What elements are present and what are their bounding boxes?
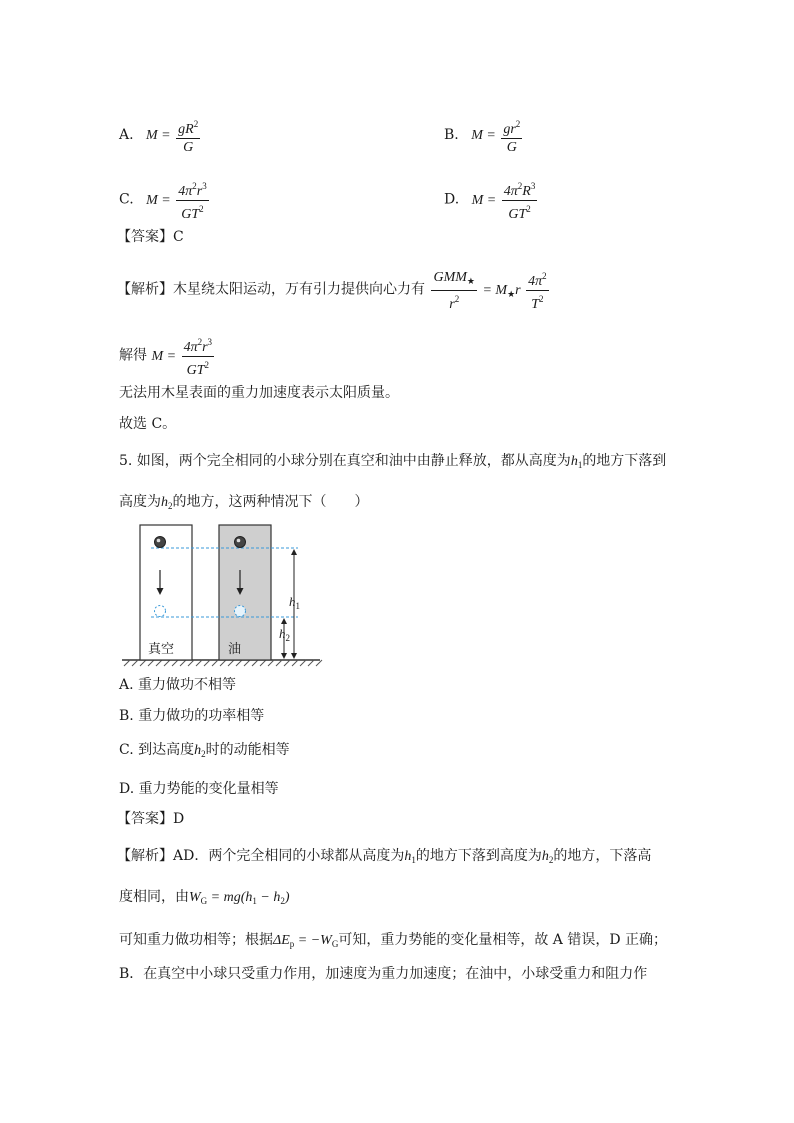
option-c-label: C.	[119, 191, 134, 208]
option-b	[444, 116, 524, 156]
ball-vacuum-top	[155, 537, 166, 548]
work-formula: $W_G = mg(h_1 - h_2)$	[189, 890, 290, 906]
q5-option-d: D. 重力势能的变化量相等	[119, 781, 279, 797]
q5-analysis-line3: 可知重力做功相等；根据$\Delta E_p = -W_G$可知，重力势能的变化量相等，故 A 错误，D 正确；	[119, 932, 668, 949]
ball-oil-bottom	[235, 606, 246, 617]
label-h1: $h_1$	[289, 594, 300, 611]
option-c-formula: M = $\frac{4\pi^2r^3}{GT^2}$	[146, 193, 211, 208]
answer-value: C	[173, 229, 184, 245]
analysis-tag: 【解析】	[117, 281, 173, 298]
q4-analysis	[117, 268, 551, 313]
option-a	[119, 116, 202, 156]
solve-prefix: 解得	[119, 347, 147, 364]
option-b-formula: M = $\frac{gr^2}{G}$	[471, 128, 524, 143]
option-d-label: D.	[444, 191, 460, 208]
q5-stem-line2: 高度为$h_2$的地方，这两种情况下（ ）	[119, 494, 369, 511]
option-d	[444, 178, 539, 223]
q5-analysis-line2: 度相同，由$W_G = mg(h_1 - h_2)$	[119, 889, 290, 906]
ball-oil-top	[235, 537, 246, 548]
q5-analysis-line1: 【解析】AD．两个完全相同的小球都从高度为$h_1$的地方下落到高度为$h_2$的地方，下落高	[117, 848, 652, 865]
q4-choose: 故选 C。	[119, 416, 177, 432]
energy-formula: $\Delta E_p = -W_G$	[273, 933, 339, 949]
label-h2: $h_2$	[279, 626, 290, 643]
gravity-formula: $\frac{GMM_★}{r^2}$ = $M_★r$ $\frac{4\pi^2}{T^2}$	[433, 269, 547, 312]
analysis-text: 木星绕太阳运动，万有引力提供向心力有	[173, 281, 425, 298]
q4-answer	[117, 227, 184, 247]
option-a-formula: M = $\frac{gR^2}{G}$	[146, 128, 202, 143]
q4-note: 无法用木星表面的重力加速度表示太阳质量。	[119, 385, 399, 401]
option-b-label: B.	[444, 127, 459, 144]
solve-formula: M = $\frac{4\pi^2r^3}{GT^2}$	[151, 349, 216, 364]
label-oil: 油	[228, 642, 242, 657]
answer-tag: 【答案】	[117, 229, 173, 245]
option-d-formula: M = $\frac{4\pi^2R^3}{GT^2}$	[472, 193, 540, 208]
q5-option-c: C. 到达高度$h_2$时的动能相等	[119, 742, 290, 759]
q5-option-b: B. 重力做功的功率相等	[119, 708, 265, 724]
option-c	[119, 178, 211, 223]
label-vacuum: 真空	[148, 642, 175, 657]
q5-analysis-line4: B．在真空中小球只受重力作用，加速度为重力加速度；在油中，小球受重力和阻力作	[119, 966, 648, 982]
q5-answer: 【答案】D	[117, 811, 185, 827]
option-a-label: A.	[119, 127, 134, 144]
q5-option-a: A. 重力做功不相等	[119, 677, 237, 693]
q5-stem-line1: 5. 如图，两个完全相同的小球分别在真空和油中由静止释放，都从高度为$h_1$的地方下落到	[119, 453, 667, 470]
q4-solve	[119, 334, 216, 379]
